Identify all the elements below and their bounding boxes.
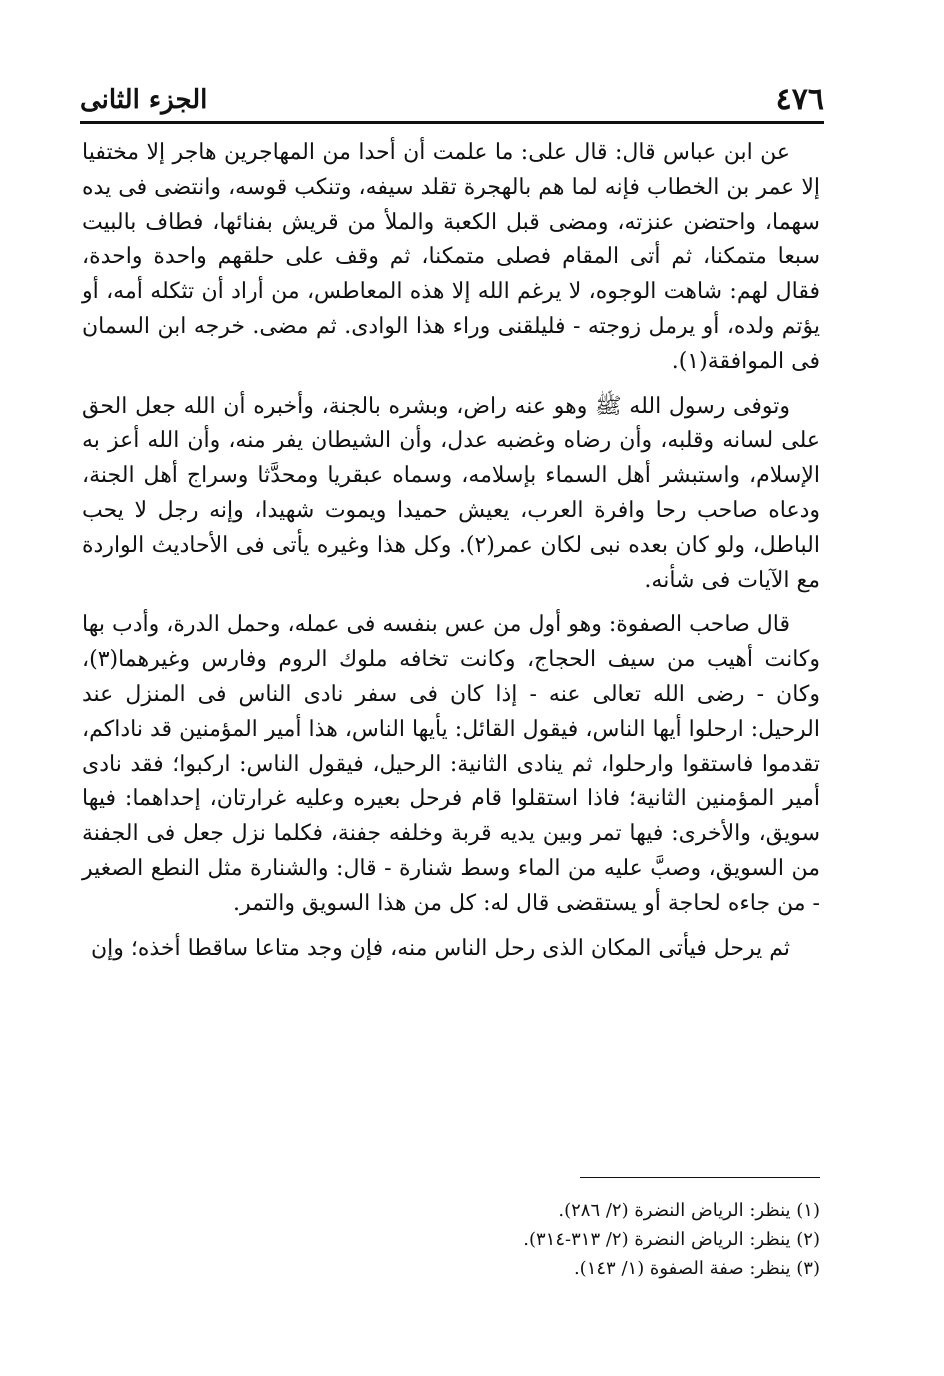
- running-title: الجزء الثانى: [80, 85, 208, 115]
- body-text: [82, 136, 820, 966]
- footnote-rule: [580, 1177, 820, 1178]
- paragraph: وتوفى رسول الله ﷺ وهو عنه راض، وبشره بالجنة، وأخبره أن الله جعل الحق على لسانه وقلبه، وأن رضاه وغضبه عدل، وأن الشيطان يفر منه، وأن الله أعز به الإسلام، واستبشر أهل السماء بإسلامه، وسماه عبقريا ومحدَّثا وسراج أهل الجنة، ودعاه صاحب رحا وافرة العرب، يعيش حميدا ويموت شهيدا، وإنه رجل لا يحب الباطل، ولو كان بعده نبى لكان عمر(٢). وكل هذا وغيره يأتى فى الأحاديث الواردة مع الآيات فى شأنه.: [82, 393, 820, 593]
- footnote-3: (٣) ينظر: صفة الصفوة (١/ ١٤٣).: [573, 1258, 820, 1279]
- paragraph: ثم يرحل فيأتى المكان الذى رحل الناس منه، فإن وجد متاعا ساقطا أخذه؛ وإن: [90, 935, 790, 961]
- page-number: ٤٧٦: [775, 82, 824, 117]
- footnotes: [82, 1196, 820, 1283]
- footnote-1: (١) ينظر: الرياض النضرة (٢/ ٢٨٦).: [558, 1200, 820, 1221]
- paragraph: عن ابن عباس قال: قال على: ما علمت أن أحدا من المهاجرين هاجر إلا مختفيا إلا عمر بن الخطاب فإنه لما هم بالهجرة تقلد سيفه، وتنكب قوسه، وانتضى فى يده سهما، واحتضن عنزته، ومضى قبل الكعبة والملأ من قريش بفنائها، فطاف بالبيت سبعا متمكنا، ثم أتى المقام فصلى متمكنا، ثم وقف على حلقهم واحدة واحدة، فقال لهم: شاهت الوجوه، لا يرغم الله إلا هذه المعاطس، من أراد أن تثكله أمه، أو يؤتم ولده، أو يرمل زوجته - فليلقنى وراء هذا الوادى. ثم مضى. خرجه ابن السمان فى الموافقة(١).: [82, 140, 820, 374]
- paragraph: قال صاحب الصفوة: وهو أول من عس بنفسه فى عمله، وحمل الدرة، وأدب بها وكانت أهيب من سيف الحجاج، وكانت تخافه ملوك الروم وفارس وغيرهما(٣)، وكان - رضى الله تعالى عنه - إذا كان فى سفر نادى الناس فى المنزل عند الرحيل: ارحلوا أيها الناس، فيقول القائل: يأيها الناس، هذا أمير المؤمنين قد ناداكم، تقدموا فاستقوا وارحلوا، ثم ينادى الثانية: الرحيل، فيقول الناس: اركبوا؛ فقد نادى أمير المؤمنين الثانية؛ فاذا استقلوا قام فرحل بعيره وعليه غرارتان، إحداهما: فيها سويق، والأخرى: فيها تمر وبين يديه قربة وخلفه جفنة، فكلما نزل جعل فى الجفنة من السويق، وصبَّ عليه من الماء وسط شنارة - قال: والشنارة مثل النطع الصغير - من جاءه لحاجة أو يستقضى قال له: كل من هذا السويق والتمر.: [82, 612, 820, 916]
- page-header: [80, 80, 824, 120]
- footnote-2: (٢) ينظر: الرياض النضرة (٢/ ٣١٣-٣١٤).: [523, 1229, 820, 1250]
- header-rule: [80, 121, 824, 124]
